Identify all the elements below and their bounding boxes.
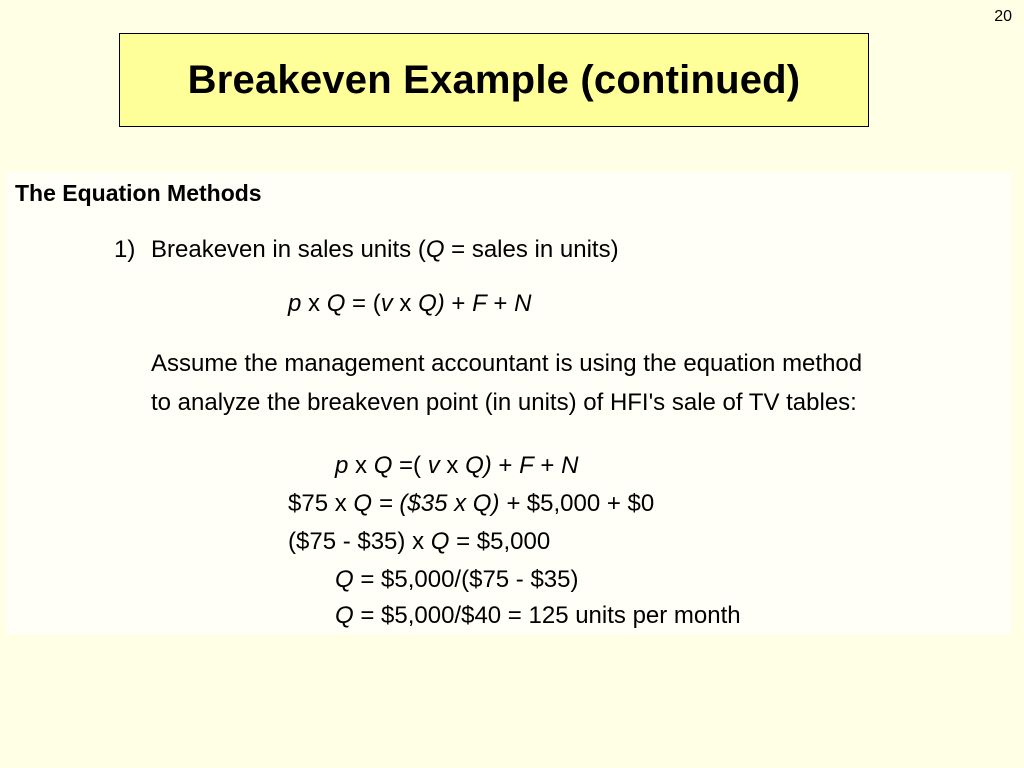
general-equation (288, 290, 531, 318)
eq-equals: = ( (345, 290, 381, 317)
item-variable: Q (425, 236, 445, 263)
list-item-number: 1) (114, 236, 136, 263)
solution-line-2 (288, 490, 654, 518)
assumption-line-1: Assume the management accountant is using the equation method (151, 350, 863, 377)
sol5-q: Q (335, 602, 354, 629)
eq-v: v (380, 290, 393, 317)
item-text-after: = sales in units) (444, 236, 619, 263)
assumption-line-2: to analyze the breakeven point (in units) of HFI's sale of TV tables: (151, 389, 857, 416)
section-heading: The Equation Methods (15, 180, 262, 206)
sol3-q: Q (430, 528, 450, 555)
sol4-q: Q (335, 566, 354, 593)
sol1-q: Q (373, 452, 393, 479)
sol2-lead: $75 x (288, 490, 354, 517)
content-panel (6, 172, 1011, 634)
sol1-times: x (348, 452, 374, 479)
sol1-equals: =( (392, 452, 428, 479)
title-box (119, 33, 869, 127)
list-item-text (151, 236, 619, 264)
sol3-lead: ($75 - $35) x (288, 528, 431, 555)
sol1-q-2: Q) (465, 452, 492, 479)
slide-title: Breakeven Example (continued) (187, 57, 801, 102)
sol1-times-2: x (439, 452, 466, 479)
sol2-q: Q (353, 490, 373, 517)
solution-line-5 (335, 602, 741, 630)
eq-times: x (301, 290, 327, 317)
solution-line-1 (335, 452, 578, 480)
sol1-f: F (519, 452, 534, 479)
eq-q: Q (326, 290, 346, 317)
eq-p: p (288, 290, 302, 317)
sol3-tail: = $5,000 (449, 528, 551, 555)
solution-line-4 (335, 566, 579, 594)
slide-number: 20 (994, 8, 1012, 25)
solution-line-3 (288, 528, 550, 556)
sol1-p: p (335, 452, 349, 479)
sol1-v: v (427, 452, 440, 479)
sol2-tail: $5,000 + $0 (526, 490, 655, 517)
eq-f: F (472, 290, 487, 317)
eq-n: N (514, 290, 532, 317)
eq-times-2: x (392, 290, 419, 317)
sol1-n: N (561, 452, 579, 479)
sol2-middle: = ($35 x Q) + (372, 490, 527, 517)
eq-plus: + (444, 290, 473, 317)
item-text-before: Breakeven in sales units ( (151, 236, 426, 263)
eq-q-2: Q) (418, 290, 445, 317)
sol4-tail: = $5,000/($75 - $35) (353, 566, 579, 593)
sol1-plus: + (491, 452, 520, 479)
sol5-tail: = $5,000/$40 = 125 units per month (353, 602, 741, 629)
sol1-plus-2: + (533, 452, 562, 479)
eq-plus-2: + (486, 290, 515, 317)
